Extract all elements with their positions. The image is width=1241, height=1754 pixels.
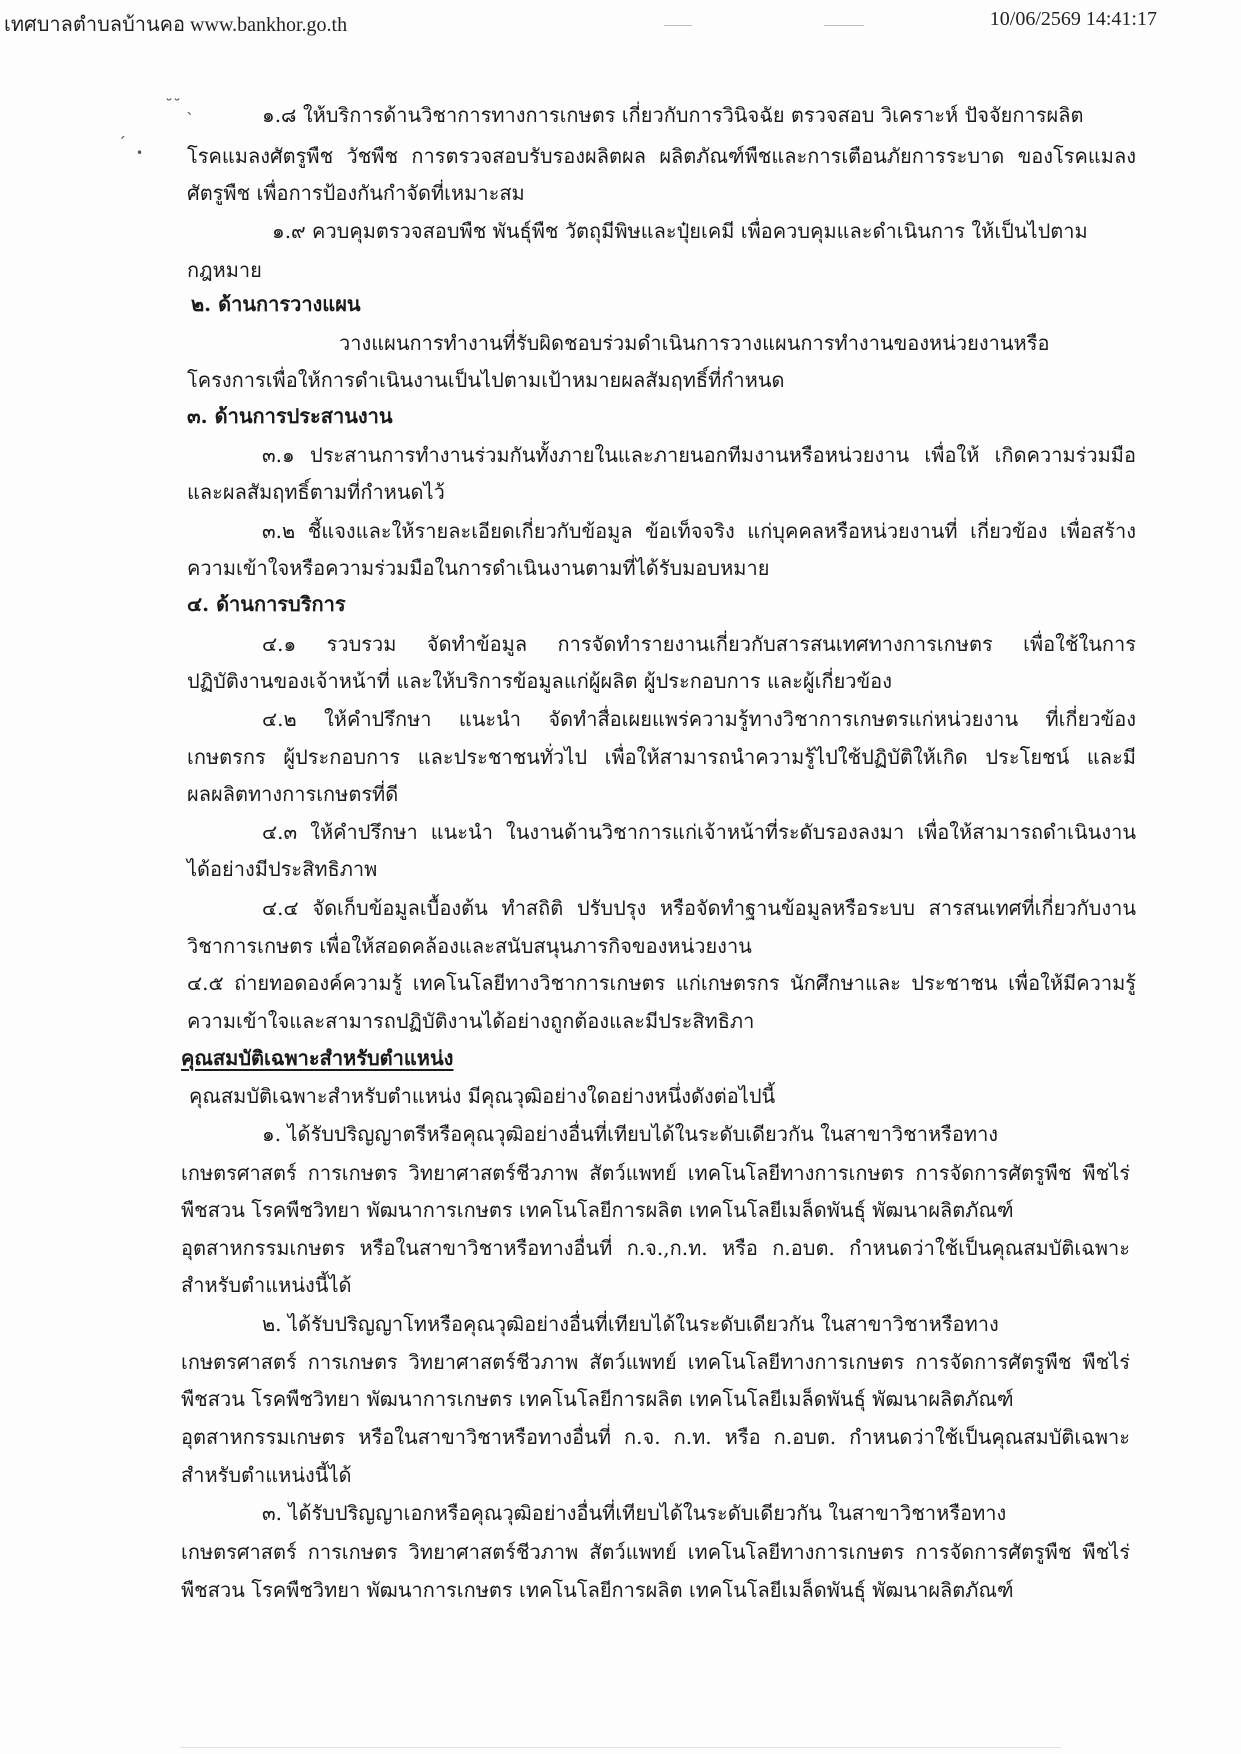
print-datetime: 10/06/2569 14:41:17 <box>989 8 1157 30</box>
body-line: ๓.๑ ประสานการทำงานร่วมกันทั้งภายในและภายนอกทีมงานหรือหน่วยงาน เพื่อให้ เกิดความร่วมมือ <box>262 443 1136 467</box>
body-line: ๔.๒ ให้คำปรึกษา แนะนำ จัดทำสื่อเผยแพร่ความรู้ทางวิชาการเกษตรแก่หน่วยงาน ที่เกี่ยวข้อง <box>262 707 1136 731</box>
scan-mark: ˘˘ ˎ <box>165 96 195 115</box>
section-heading: ๒. ด้านการวางแผน <box>191 292 361 316</box>
page-header <box>4 8 1237 38</box>
body-line: อุตสาหกรรมเกษตร หรือในสาขาวิชาหรือทางอื่นที่ ก.จ.,ก.ท. หรือ ก.อบต. กำหนดว่าใช้เป็นคุณสมบัติเฉพาะ <box>181 1236 1130 1260</box>
body-line: คุณสมบัติเฉพาะสำหรับตำแหน่ง มีคุณวุฒิอย่างใดอย่างหนึ่งดังต่อไปนี้ <box>189 1084 776 1108</box>
scan-edge <box>180 1747 1061 1748</box>
body-line: สำหรับตำแหน่งนี้ได้ <box>181 1463 352 1487</box>
body-line: ๔.๓ ให้คำปรึกษา แนะนำ ในงานด้านวิชาการแก่เจ้าหน้าที่ระดับรองลงมา เพื่อให้สามารถดำเนินงาน <box>262 820 1136 844</box>
body-line: ปฏิบัติงานของเจ้าหน้าที่ และให้บริการข้อมูลแก่ผู้ผลิต ผู้ประกอบการ และผู้เกี่ยวข้อง <box>187 669 892 693</box>
body-line: เกษตรกร ผู้ประกอบการ และประชาชนทั่วไป เพื่อให้สามารถนำความรู้ไปใช้ปฏิบัติให้เกิด ประโยชน์ และมี <box>187 745 1136 769</box>
body-line: เกษตรศาสตร์ การเกษตร วิทยาศาสตร์ชีวภาพ สัตว์แพทย์ เทคโนโลยีทางการเกษตร การจัดการศัตรูพืช พืชไร่ <box>181 1161 1130 1185</box>
body-line: เกษตรศาสตร์ การเกษตร วิทยาศาสตร์ชีวภาพ สัตว์แพทย์ เทคโนโลยีทางการเกษตร การจัดการศัตรูพืช พืชไร่ <box>181 1350 1130 1374</box>
body-line: ๔.๔ จัดเก็บข้อมูลเบื้องต้น ทำสถิติ ปรับปรุง หรือจัดทำฐานข้อมูลหรือระบบ สารสนเทศที่เกี่ยวกับงาน <box>262 896 1136 920</box>
body-line: ได้อย่างมีประสิทธิภาพ <box>187 857 378 881</box>
body-line: พืชสวน โรคพืชวิทยา พัฒนาการเกษตร เทคโนโลยีการผลิต เทคโนโลยีเมล็ดพันธุ์ พัฒนาผลิตภัณฑ์ <box>181 1198 1014 1222</box>
body-line: ๔.๑ รวบรวม จัดทำข้อมูล การจัดทำรายงานเกี่ยวกับสารสนเทศทางการเกษตร เพื่อใช้ในการ <box>262 632 1136 656</box>
body-line: พืชสวน โรคพืชวิทยา พัฒนาการเกษตร เทคโนโลยีการผลิต เทคโนโลยีเมล็ดพันธุ์ พัฒนาผลิตภัณฑ์ <box>181 1387 1014 1411</box>
body-line: วิชาการเกษตร เพื่อให้สอดคล้องและสนับสนุนภารกิจของหน่วยงาน <box>187 934 752 958</box>
section-heading: ๓. ด้านการประสานงาน <box>187 404 393 428</box>
body-line: พืชสวน โรคพืชวิทยา พัฒนาการเกษตร เทคโนโลยีการผลิต เทคโนโลยีเมล็ดพันธุ์ พัฒนาผลิตภัณฑ์ <box>181 1578 1014 1602</box>
body-line: ความเข้าใจหรือความร่วมมือในการดำเนินงานตามที่ได้รับมอบหมาย <box>187 556 770 580</box>
body-line: โรคแมลงศัตรูพืช วัชพืช การตรวจสอบรับรองผลิตผล ผลิตภัณฑ์พืชและการเตือนภัยการระบาด ของโรคแมลง <box>187 144 1136 168</box>
body-line: เกษตรศาสตร์ การเกษตร วิทยาศาสตร์ชีวภาพ สัตว์แพทย์ เทคโนโลยีทางการเกษตร การจัดการศัตรูพืช พืชไร่ <box>181 1540 1130 1564</box>
body-line: ๑.๘ ให้บริการด้านวิชาการทางการเกษตร เกี่ยวกับการวินิจฉัย ตรวจสอบ วิเคราะห์ ปัจจัยการผลิต <box>262 103 1084 127</box>
body-line: ๒. ได้รับปริญญาโทหรือคุณวุฒิอย่างอื่นที่เทียบได้ในระดับเดียวกัน ในสาขาวิชาหรือทาง <box>262 1312 999 1336</box>
header-divider <box>824 25 864 26</box>
body-line: โครงการเพื่อให้การดำเนินงานเป็นไปตามเป้าหมายผลสัมฤทธิ์ที่กำหนด <box>187 368 785 392</box>
body-line: ศัตรูพืช เพื่อการป้องกันกำจัดที่เหมาะสม <box>187 181 525 205</box>
body-line: ๓.๒ ชี้แจงและให้รายละเอียดเกี่ยวกับข้อมูล ข้อเท็จจริง แก่บุคคลหรือหน่วยงานที่ เกี่ยวข้อง เพื่อสร้าง <box>262 519 1136 543</box>
body-line: ความเข้าใจและสามารถปฏิบัติงานได้อย่างถูกต้องและมีประสิทธิภา <box>187 1009 755 1033</box>
body-line: และผลสัมฤทธิ์ตามที่กำหนดไว้ <box>187 480 445 504</box>
body-line: ๑. ได้รับปริญญาตรีหรือคุณวุฒิอย่างอื่นที่เทียบได้ในระดับเดียวกัน ในสาขาวิชาหรือทาง <box>262 1122 999 1146</box>
body-line: ๔.๕ ถ่ายทอดองค์ความรู้ เทคโนโลยีทางวิชาการเกษตร แก่เกษตรกร นักศึกษาและ ประชาชน เพื่อให้มีความรู้ <box>187 971 1136 995</box>
body-line: อุตสาหกรรมเกษตร หรือในสาขาวิชาหรือทางอื่นที่ ก.จ. ก.ท. หรือ ก.อบต. กำหนดว่าใช้เป็นคุณสมบัติเฉพาะ <box>181 1425 1130 1449</box>
header-divider <box>664 25 692 26</box>
body-line: กฎหมาย <box>187 258 262 282</box>
body-line: ผลผลิตทางการเกษตรที่ดี <box>187 782 399 806</box>
scan-mark: • <box>136 146 144 160</box>
scan-mark: ˏ <box>118 120 126 139</box>
section-heading: ๔. ด้านการบริการ <box>187 592 346 616</box>
body-line: ๓. ได้รับปริญญาเอกหรือคุณวุฒิอย่างอื่นที่เทียบได้ในระดับเดียวกัน ในสาขาวิชาหรือทาง <box>262 1501 1007 1525</box>
site-name: เทศบาลตำบลบ้านคอ www.bankhor.go.th <box>4 14 348 36</box>
qualifications-heading: คุณสมบัติเฉพาะสำหรับตำแหน่ง <box>181 1046 454 1070</box>
body-line: ๑.๙ ควบคุมตรวจสอบพืช พันธุ์พืช วัตถุมีพิษและปุ๋ยเคมี เพื่อควบคุมและดำเนินการ ให้เป็นไปตาม <box>272 219 1088 243</box>
body-line: วางแผนการทำงานที่รับผิดชอบร่วมดำเนินการวางแผนการทำงานของหน่วยงานหรือ <box>339 331 1050 355</box>
body-line: สำหรับตำแหน่งนี้ได้ <box>181 1273 352 1297</box>
